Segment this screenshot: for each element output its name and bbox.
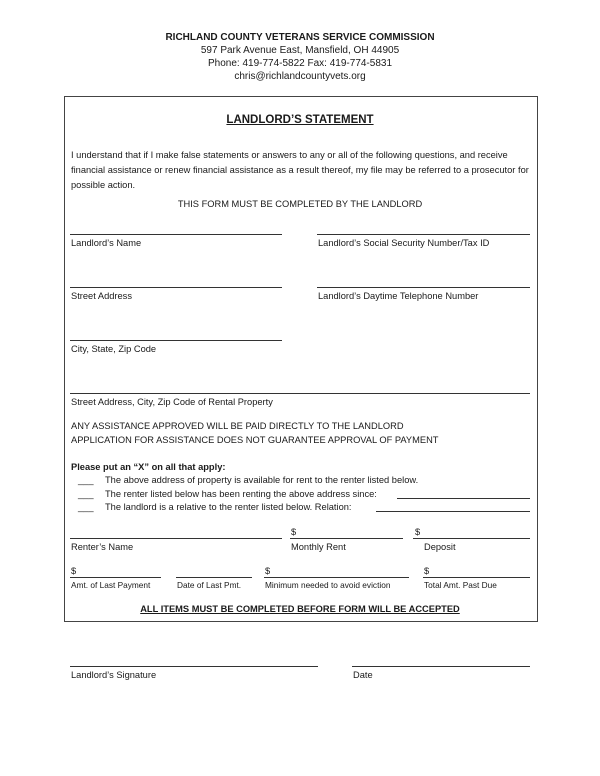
last-payment-currency: $	[71, 566, 77, 576]
date-last-pmt-label: Date of Last Pmt.	[177, 580, 242, 590]
daytime-phone-field[interactable]	[317, 287, 530, 288]
monthly-rent-label: Monthly Rent	[291, 542, 346, 552]
intro-paragraph: I understand that if I make false statements or answers to any or all of the following questions, and receive financial assistance or renew financial assistance as a result thereof, my file may be referred to a prosecutor for possible action.	[71, 150, 529, 190]
date-last-pmt-field[interactable]	[176, 577, 252, 578]
deposit-currency: $	[415, 527, 421, 537]
city-state-zip-label: City, State, Zip Code	[71, 344, 157, 354]
org-address: 597 Park Avenue East, Mansfield, OH 44905	[200, 45, 400, 56]
notice-paid-directly: ANY ASSISTANCE APPROVED WILL BE PAID DIRECTLY TO THE LANDLORD	[71, 421, 404, 431]
deposit-label: Deposit	[424, 542, 456, 552]
org-name: RICHLAND COUNTY VETERANS SERVICE COMMISSION	[165, 32, 435, 43]
rental-address-label: Street Address, City, Zip Code of Rental Property	[71, 397, 273, 407]
check-item-available: The above address of property is available for rent to the renter listed below.	[105, 475, 419, 485]
minimum-needed-label: Minimum needed to avoid eviction	[265, 580, 391, 590]
street-address-field[interactable]	[70, 287, 282, 288]
city-state-zip-field[interactable]	[70, 340, 282, 341]
checkbox-renting-since[interactable]: ___	[78, 489, 94, 499]
minimum-needed-currency: $	[265, 566, 271, 576]
renter-name-field[interactable]	[70, 538, 282, 539]
apply-heading: Please put an “X” on all that apply:	[71, 462, 226, 472]
street-address-label: Street Address	[71, 291, 132, 301]
minimum-needed-field[interactable]	[264, 577, 409, 578]
last-payment-label: Amt. of Last Payment	[71, 580, 151, 590]
org-email: chris@richlandcountyvets.org	[234, 71, 366, 82]
relation-field[interactable]	[376, 511, 530, 512]
org-phone-fax: Phone: 419-774-5822 Fax: 419-774-5831	[207, 58, 393, 69]
monthly-rent-field[interactable]	[290, 538, 403, 539]
landlord-name-field[interactable]	[70, 234, 282, 235]
checkbox-relative[interactable]: ___	[78, 502, 94, 512]
check-item-renting-since: The renter listed below has been renting the above address since:	[105, 489, 377, 499]
ssn-tax-id-label: Landlord’s Social Security Number/Tax ID	[318, 238, 490, 248]
rental-address-field[interactable]	[70, 393, 530, 394]
check-item-relative: The landlord is a relative to the renter listed below. Relation:	[105, 502, 352, 512]
renter-name-label: Renter’s Name	[71, 542, 134, 552]
must-complete-notice: THIS FORM MUST BE COMPLETED BY THE LANDLORD	[177, 199, 423, 209]
daytime-phone-label: Landlord’s Daytime Telephone Number	[318, 291, 479, 301]
signature-label: Landlord’s Signature	[71, 670, 157, 680]
signature-field[interactable]	[70, 666, 318, 667]
total-past-due-field[interactable]	[423, 577, 530, 578]
checkbox-available[interactable]: ___	[78, 475, 94, 485]
notice-no-guarantee: APPLICATION FOR ASSISTANCE DOES NOT GUARANTEE APPROVAL OF PAYMENT	[71, 435, 439, 445]
total-past-due-currency: $	[424, 566, 430, 576]
total-past-due-label: Total Amt. Past Due	[424, 580, 497, 590]
completion-notice: ALL ITEMS MUST BE COMPLETED BEFORE FORM WILL BE ACCEPTED	[140, 604, 460, 614]
deposit-field[interactable]	[413, 538, 530, 539]
landlord-name-label: Landlord’s Name	[71, 238, 142, 248]
ssn-tax-id-field[interactable]	[317, 234, 530, 235]
monthly-rent-currency: $	[291, 527, 297, 537]
form-title: LANDLORD’S STATEMENT	[226, 114, 374, 126]
renting-since-field[interactable]	[397, 498, 530, 499]
last-payment-field[interactable]	[70, 577, 161, 578]
date-label: Date	[353, 670, 373, 680]
date-field[interactable]	[352, 666, 530, 667]
